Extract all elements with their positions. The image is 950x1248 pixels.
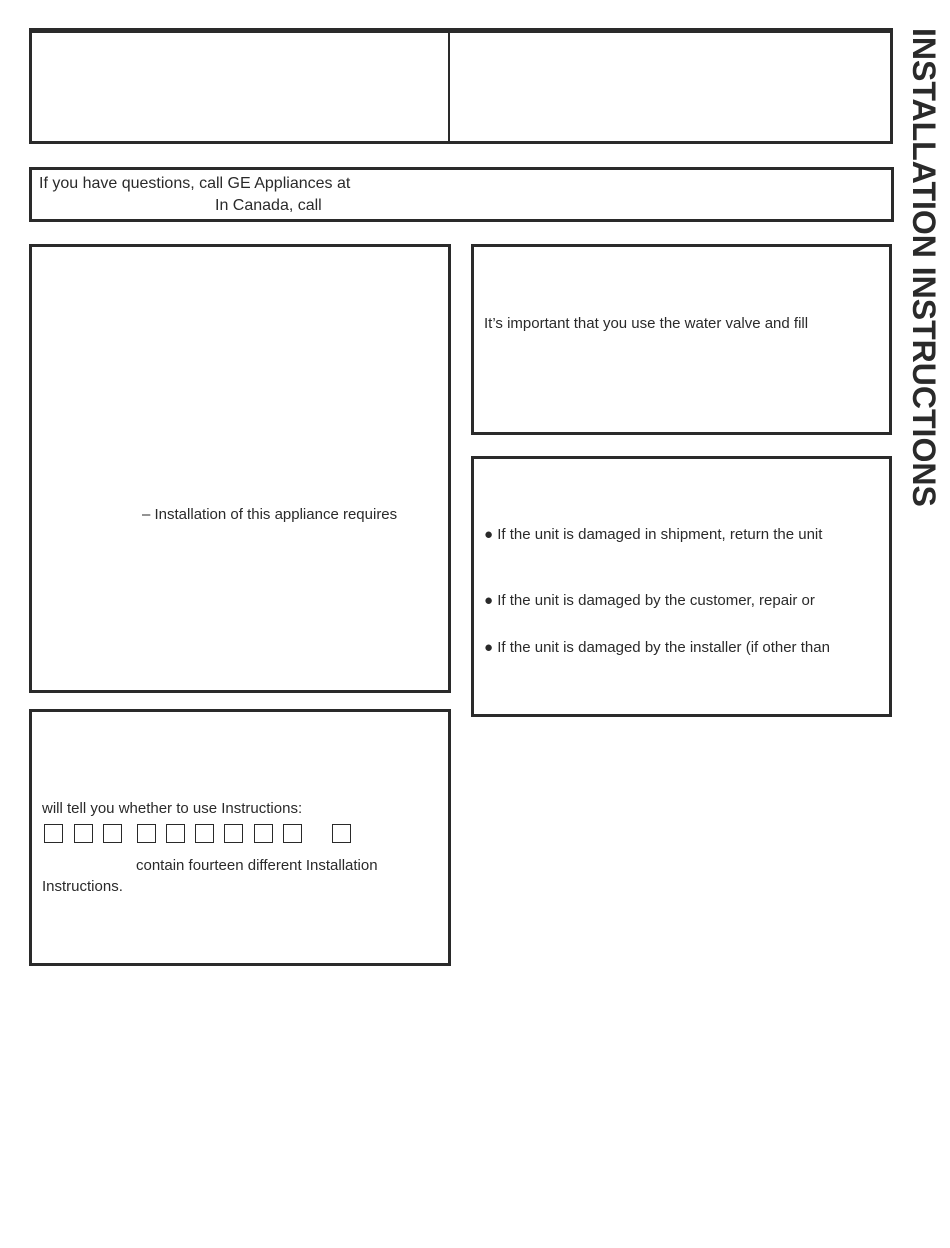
water-valve-text: It’s important that you use the water valve and fill — [484, 315, 809, 332]
installation-requirements-text: – Installation of this appliance requires — [142, 506, 398, 523]
contact-line-2: In Canada, call — [215, 197, 322, 214]
instruction-checkbox-10[interactable] — [332, 824, 351, 843]
header-divider — [448, 33, 450, 141]
side-title: INSTALLATION INSTRUCTIONS — [906, 28, 942, 507]
installation-requirements-box — [29, 244, 451, 693]
instructions-line-3: Instructions. — [42, 878, 123, 895]
instructions-line-2: contain fourteen different Installation — [136, 857, 378, 874]
water-valve-box — [471, 244, 892, 435]
instruction-checkbox-8[interactable] — [254, 824, 273, 843]
instructions-line-1: will tell you whether to use Instructions: — [42, 800, 303, 817]
damage-box — [471, 456, 892, 717]
instruction-checkbox-2[interactable] — [74, 824, 93, 843]
damage-bullet-shipment: ● If the unit is damaged in shipment, return the unit — [484, 526, 823, 543]
header-box — [29, 30, 893, 144]
contact-line-1: If you have questions, call GE Appliances at — [39, 175, 351, 192]
instruction-checkbox-1[interactable] — [44, 824, 63, 843]
instruction-checkbox-5[interactable] — [166, 824, 185, 843]
instruction-checkbox-7[interactable] — [224, 824, 243, 843]
contact-box — [29, 167, 894, 222]
damage-bullet-customer: ● If the unit is damaged by the customer, repair or — [484, 592, 815, 609]
instruction-checkbox-3[interactable] — [103, 824, 122, 843]
instruction-checkbox-4[interactable] — [137, 824, 156, 843]
instruction-checkbox-6[interactable] — [195, 824, 214, 843]
damage-bullet-installer: ● If the unit is damaged by the installer (if other than — [484, 639, 830, 656]
instruction-checkbox-9[interactable] — [283, 824, 302, 843]
